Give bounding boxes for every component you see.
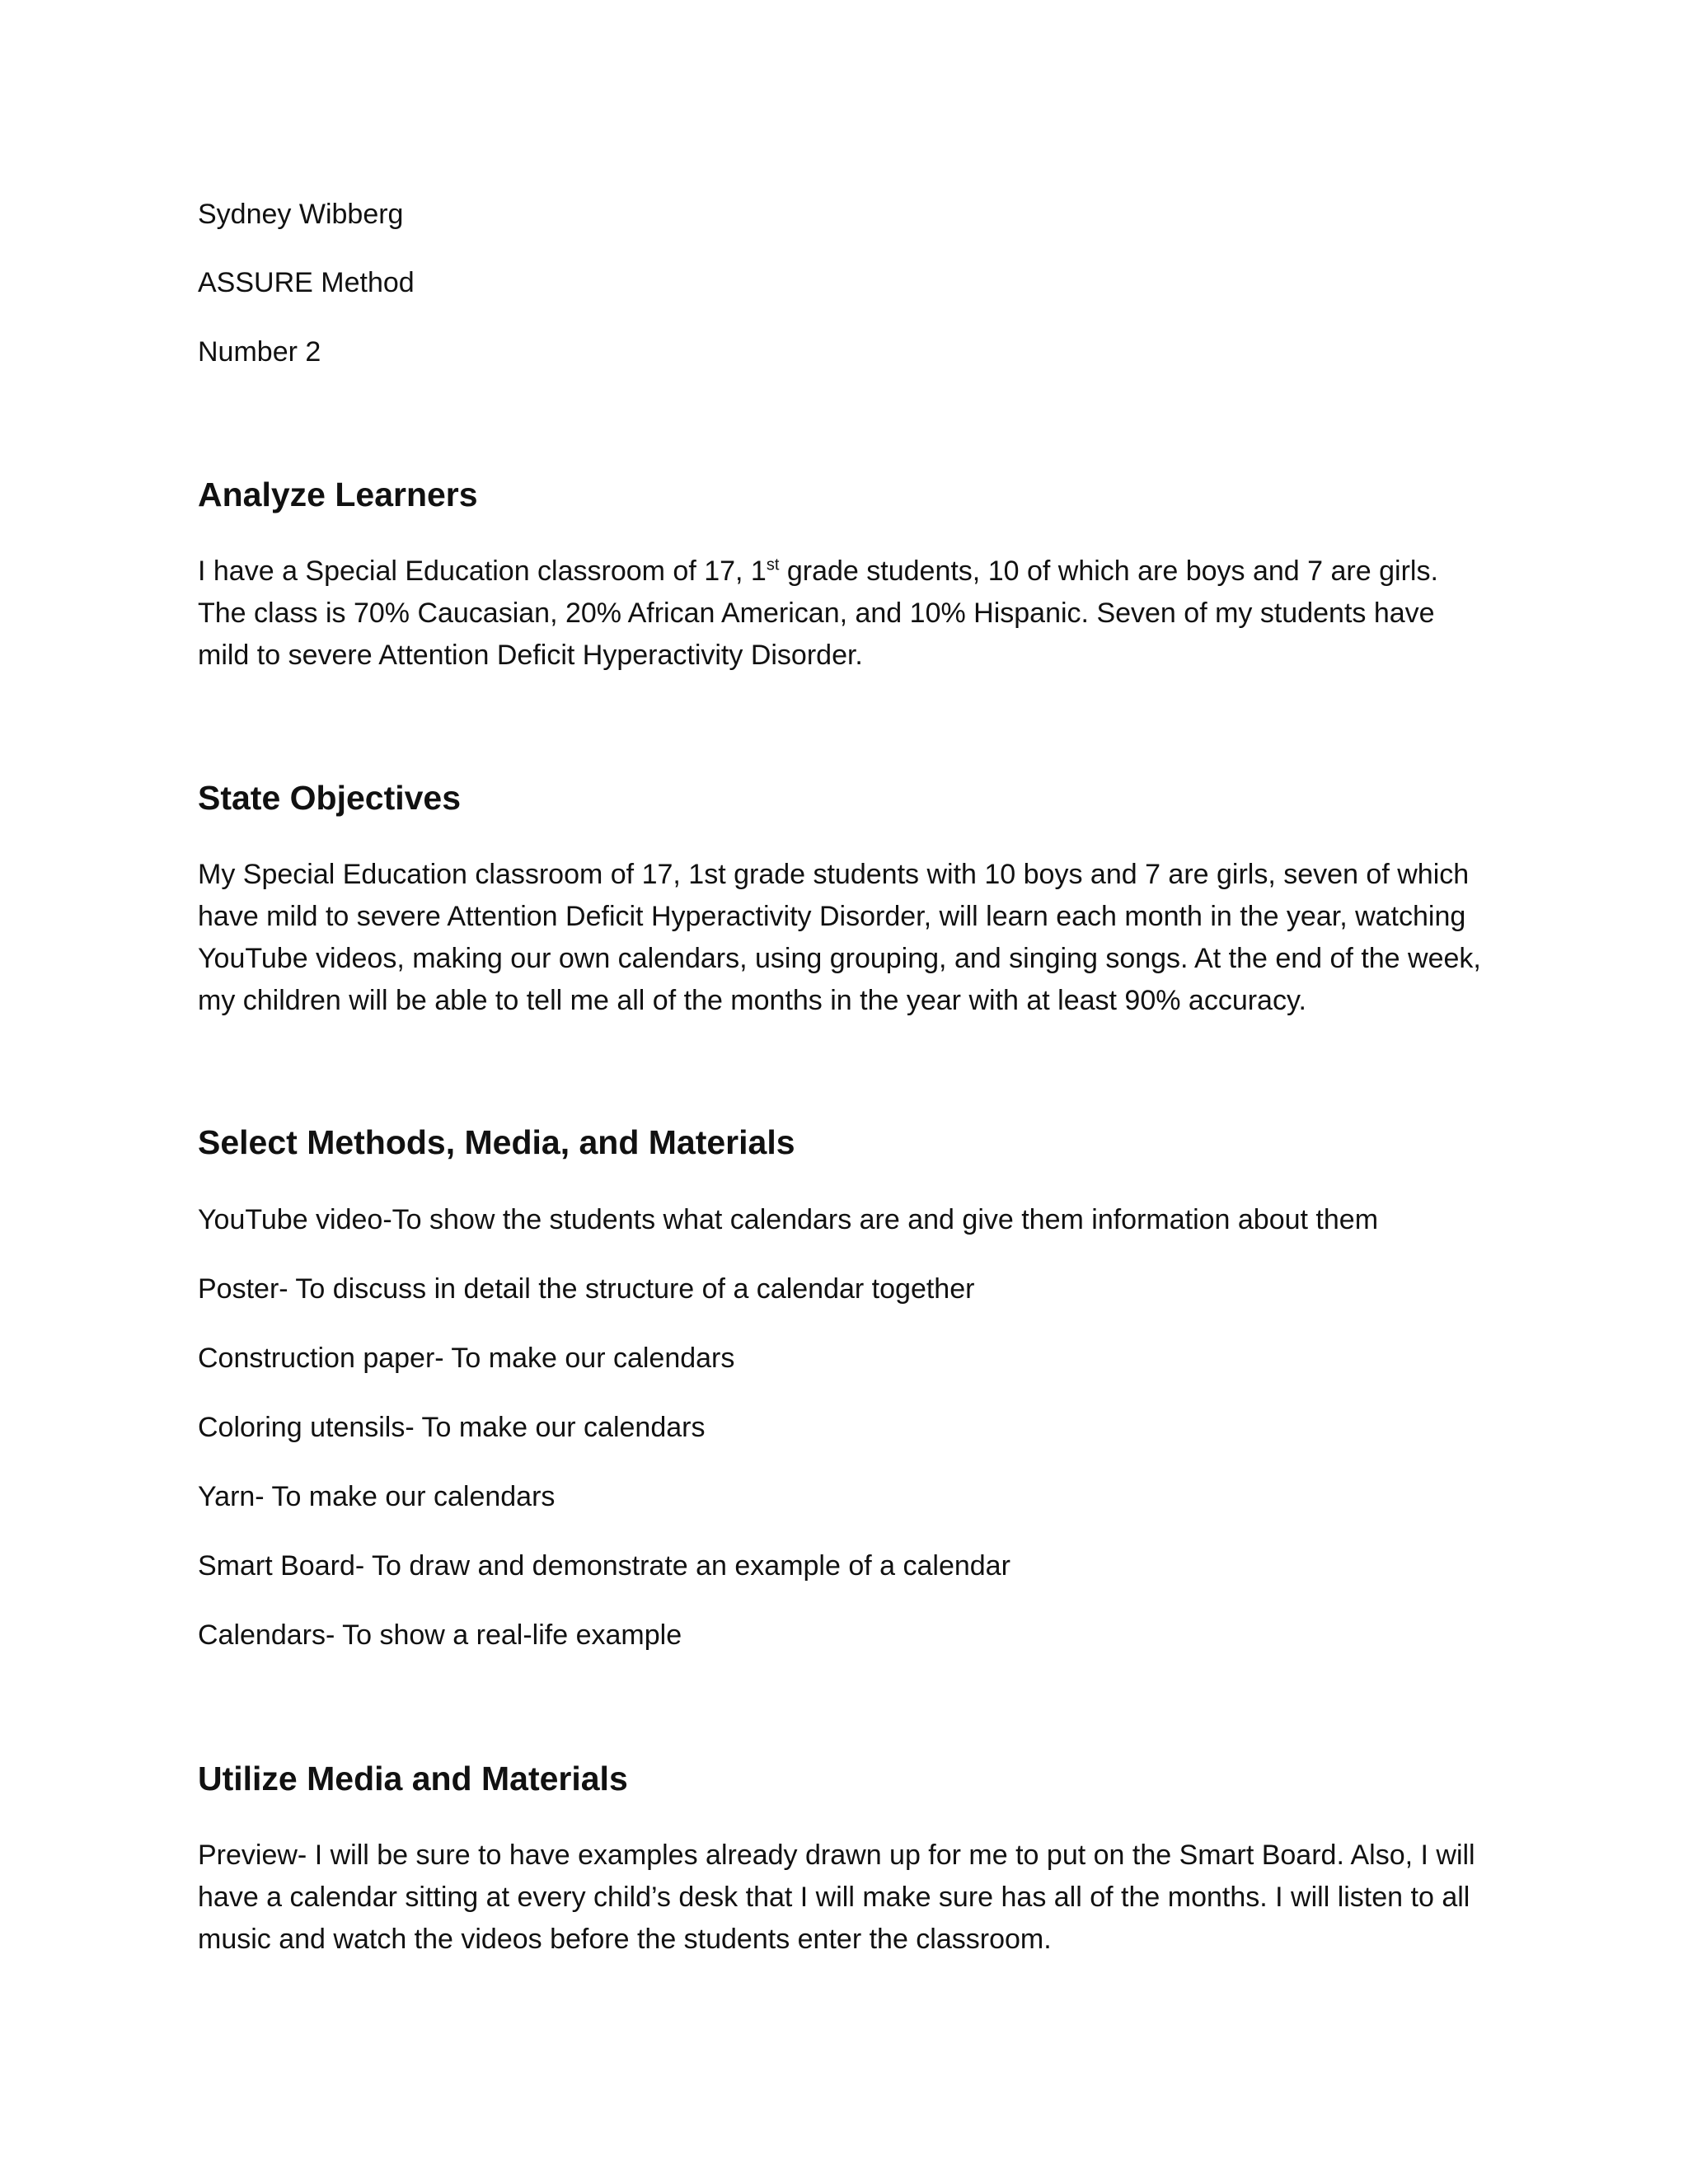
materials-list-item: Calendars- To show a real-life example [198, 1619, 682, 1651]
materials-list-item: Smart Board- To draw and demonstrate an example of a calendar [198, 1550, 1010, 1582]
materials-list-item: Yarn- To make our calendars [198, 1481, 556, 1512]
materials-list-item: Construction paper- To make our calendars [198, 1343, 735, 1374]
document-page [198, 0, 1500, 2184]
utilize-media-heading: Utilize Media and Materials [198, 1760, 628, 1797]
analyze-learners-heading: Analyze Learners [198, 476, 478, 513]
utilize-media-paragraph: Preview- I will be sure to have examples already drawn up for me to put on the Smart Board. Also, I will have a calendar sitting at every child’s desk that I will make sure has all of the months. I will listen to all music and watch the videos before the students enter the classroom. [198, 1840, 1475, 1955]
select-methods-heading: Select Methods, Media, and Materials [198, 1123, 795, 1161]
state-objectives-paragraph: My Special Education classroom of 17, 1st grade students with 10 boys and 7 are girls, seven of which have mild to severe Attention Deficit Hyperactivity Disorder, will learn each month in the year, watching YouTube videos, making our own calendars, using grouping, and singing songs. At the end of the week, my children will be able to tell me all of the months in the year with at least 90% accuracy. [198, 859, 1481, 1016]
assignment-title: ASSURE Method [198, 267, 415, 298]
analyze-text-end: grade students, 10 of which are boys and 7 are girls. The class is 70% Caucasian, 20% African American, and 10% Hispanic. Seven of my students have mild to severe Attention Deficit Hyperactivity Disorder. [198, 555, 1438, 671]
materials-list-item: YouTube video-To show the students what calendars are and give them information about them [198, 1204, 1379, 1235]
materials-list-item: Poster- To discuss in detail the structure of a calendar together [198, 1273, 975, 1305]
ordinal-suffix: st [766, 555, 780, 574]
assignment-number: Number 2 [198, 336, 321, 368]
analyze-learners-paragraph [198, 551, 1484, 677]
materials-list-item: Coloring utensils- To make our calendars [198, 1412, 706, 1443]
analyze-text-start: I have a Special Education classroom of 17, 1 [198, 555, 767, 587]
state-objectives-heading: State Objectives [198, 779, 462, 817]
author-name: Sydney Wibberg [198, 199, 404, 230]
